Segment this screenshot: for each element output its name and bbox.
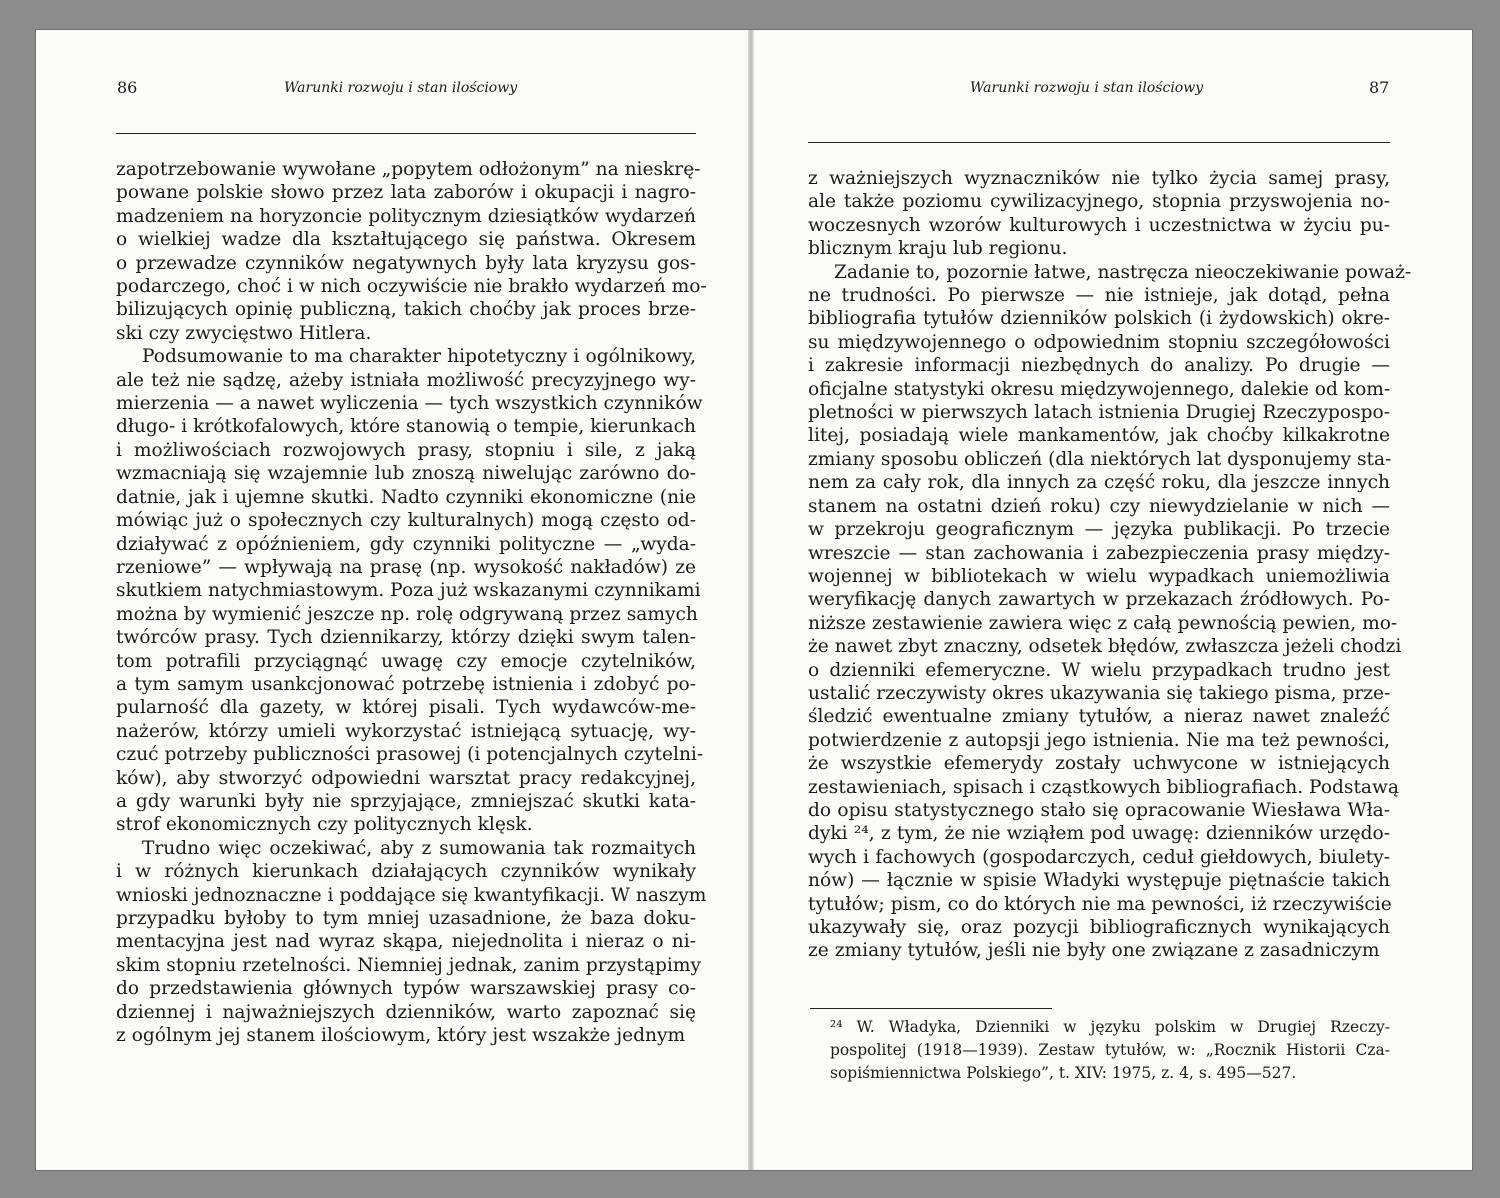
text-line: potwierdzenie z autopsji jego istnienia. Nie ma też pewności, — [808, 729, 1390, 751]
text-line: nów) — łącznie w spisie Władyki występuje piętnaście takich — [808, 870, 1390, 892]
text-line: w przekroju geograficznym — języka publikacji. Po trzecie — [808, 519, 1390, 541]
text-line: zmiany sposobu obliczeń (dla niektórych lat dysponujemy sta- — [808, 448, 1392, 470]
text-line: ski czy zwycięstwo Hitlera. — [116, 322, 372, 344]
text-line: dyki ²⁴, z tym, że nie wziąłem pod uwagę: dzienników urzędo- — [808, 823, 1390, 845]
text-line: nażerów, którzy umieli wykorzystać istniejącą sytuację, wy- — [116, 720, 696, 742]
text-line: z ogólnym jej stanem ilościowym, który jest wszakże jednym — [116, 1025, 686, 1047]
left-header-rule — [116, 133, 696, 134]
text-line: zapotrzebowanie wywołane „popytem odłożonym” na nieskrę- — [116, 159, 701, 180]
text-line: dziennej i najważniejszych dzienników, warto zapoznać się — [116, 1001, 696, 1023]
text-line: twórców prasy. Tych dziennikarzy, którzy dzięki swym talen- — [116, 627, 696, 649]
text-line: a tym samym usankcjonować potrzebę istnienia i zdobyć po- — [116, 673, 696, 695]
text-line: su międzywojennego o odpowiednim stopniu szczegółowości — [808, 331, 1390, 353]
text-line: weryfikację danych zawartych w przekazach źródłowych. Po- — [808, 589, 1390, 611]
text-line: ustalić rzeczywisty okres ukazywania się takiego pisma, prze- — [808, 682, 1391, 704]
text-line: skim stopniu rzetelności. Niemniej jednak, zanim przystąpimy — [116, 954, 702, 976]
footnote — [830, 1016, 1390, 1085]
footnote-line: sopiśmiennictwa Polskiego”, t. XIV: 1975, z. 4, s. 495—527. — [830, 1064, 1297, 1082]
text-line: wzmacniają się wzajemnie lub znoszą niwelując zarówno do- — [116, 463, 696, 485]
text-line: że nawet zbyt znaczny, odsetek błędów, zwłaszcza jeżeli chodzi — [808, 636, 1402, 658]
text-line: niższe zestawienie zawiera więc z całą pewnością pewien, mo- — [808, 612, 1398, 634]
text-line: ze zmiany tytułów, jeśli nie były one związane z zasadniczym — [808, 940, 1380, 962]
text-line: o dzienniki efemeryczne. W wielu przypadkach trudno jest — [808, 659, 1390, 681]
text-line: można by wymienić jeszcze np. rolę odgrywaną przez samych — [116, 603, 698, 625]
text-line: do opisu statystycznego stało się opracowanie Wiesława Wła- — [808, 799, 1390, 821]
text-line: ale także poziomu cywilizacyjnego, stopnia przyswojenia no- — [808, 191, 1390, 213]
right-page-number: 87 — [1369, 78, 1390, 97]
text-line: działywać z opóźnieniem, gdy czynniki polityczne — „wyda- — [116, 533, 696, 555]
text-line: zestawieniach, spisach i cząstkowych bibliografiach. Podstawą — [808, 776, 1400, 798]
text-line: wych i fachowych (gospodarczych, ceduł giełdowych, biulety- — [808, 846, 1390, 868]
text-line: madzeniem na horyzoncie politycznym dziesiątków wydarzeń — [116, 205, 696, 227]
text-line: z ważniejszych wyznaczników nie tylko życia samej prasy, — [808, 168, 1390, 189]
text-line: ale też nie sądzę, ażeby istniała możliwość precyzyjnego wy- — [116, 369, 696, 391]
text-line: ków), aby stworzyć odpowiedni warsztat pracy redakcyjnej, — [116, 767, 696, 789]
text-line: przypadku byłoby to tym mniej uzasadnione, że baza doku- — [116, 908, 696, 929]
text-line: czuć potrzeby publiczności prasowej (i potencjalnych czytelni- — [116, 744, 704, 766]
text-line: o przewadze czynników negatywnych były lata kryzysu gos- — [116, 252, 696, 274]
text-line: litej, posiadają wiele mankamentów, jak choćby kilkakrotne — [808, 425, 1390, 447]
text-line: rzeniowe” — wpływają na prasę (np. wysokość nakładów) ze — [116, 556, 696, 578]
text-line: tytułów; pism, co do których nie ma pewności, iż rzeczywiście — [808, 893, 1392, 915]
left-running-head-title: Warunki rozwoju i stan ilościowy — [284, 80, 518, 96]
text-line: datnie, jak i ujemne skutki. Nadto czynniki ekonomiczne (nie — [116, 486, 696, 508]
text-line: że wszystkie efemerydy zostały uchwycone w istniejących — [808, 753, 1390, 775]
footnote-rule — [810, 1008, 1052, 1009]
text-line: bilizujących opinię publiczną, takich choćby jak proces brze- — [116, 299, 696, 321]
text-line: podarczego, choć i w nich oczywiście nie brakło wydarzeń mo- — [116, 276, 707, 298]
text-line: mierzenia — a nawet wyliczenia — tych wszystkich czynników — [116, 393, 703, 415]
right-body-text — [808, 167, 1412, 963]
text-line: Zadanie to, pozornie łatwe, nastręcza nieoczekiwanie poważ- — [834, 261, 1412, 283]
text-line: mentacyjna jest nad wyraz skąpa, niejednolita i nieraz o ni- — [116, 931, 696, 953]
text-line: blicznym kraju lub regionu. — [808, 238, 1068, 260]
text-line: i możliwościach rozwojowych prasy, stopniu i sile, z jaką — [116, 439, 696, 461]
text-line: Trudno więc oczekiwać, aby z sumowania tak rozmaitych — [142, 837, 696, 859]
left-body-text — [116, 158, 707, 1047]
text-line: pletności w pierwszych latach istnienia Drugiej Rzeczypospo- — [808, 402, 1390, 424]
text-line: wnioski jednoznaczne i poddające się kwantyfikacji. W naszym — [116, 884, 707, 906]
right-header-rule — [808, 142, 1390, 143]
text-line: bibliografia tytułów dzienników polskich (i żydowskich) okre- — [808, 308, 1390, 330]
text-line: wojennej w bibliotekach w wielu wypadkach uniemożliwia — [808, 565, 1390, 587]
text-line: do przedstawienia głównych typów warszawskiej prasy co- — [116, 978, 696, 1000]
book-spine — [748, 30, 754, 1170]
right-running-head-title: Warunki rozwoju i stan ilościowy — [970, 80, 1204, 96]
text-line: skutkiem natychmiastowym. Poza już wskazanymi czynnikami — [116, 580, 701, 602]
text-line: i w różnych kierunkach działających czynników wynikały — [116, 861, 696, 883]
footnote-line: ²⁴ W. Władyka, Dzienniki w języku polskim w Drugiej Rzeczy- — [830, 1018, 1390, 1036]
text-line: tom potrafili przyciągnąć uwagę czy emocje czytelników, — [116, 650, 696, 672]
text-line: ne trudności. Po pierwsze — nie istnieje, jak dotąd, pełna — [808, 285, 1390, 307]
text-line: a gdy warunki były nie sprzyjające, zmniejszać skutki kata- — [116, 790, 696, 812]
text-line: mówiąc już o społecznych czy kulturalnych) mogą często od- — [116, 510, 696, 532]
text-line: strof ekonomicznych czy politycznych klęsk. — [116, 814, 533, 836]
text-line: pularność dla gazety, w której pisali. Tych wydawców-me- — [116, 697, 696, 719]
text-line: woczesnych wzorów kulturowych i uczestnictwa w życiu pu- — [808, 214, 1390, 236]
text-line: stanem na ostatni dzień roku) czy niewydzielanie w nich — — [808, 495, 1390, 517]
text-line: długo- i krótkofalowych, które stanowią o tempie, kierunkach — [116, 416, 696, 438]
text-line: nem za cały rok, dla innych za część roku, dla jeszcze innych — [808, 472, 1390, 494]
text-line: ukazywały się, oraz pozycji bibliograficznych wynikających — [808, 917, 1390, 938]
text-line: i zakresie informacji niezbędnych do analizy. Po drugie — — [808, 355, 1390, 377]
text-line: powane polskie słowo przez lata zaborów i okupacji i nagro- — [116, 182, 696, 204]
text-line: wreszcie — stan zachowania i zabezpieczenia prasy między- — [808, 542, 1390, 564]
text-line: śledzić ewentualne zmiany tytułów, a nieraz nawet znaleźć — [808, 706, 1390, 728]
left-page-number: 86 — [117, 78, 138, 97]
text-line: o wielkiej wadze dla kształtującego się państwa. Okresem — [116, 229, 696, 251]
footnote-line: pospolitej (1918—1939). Zestaw tytułów, w: „Rocznik Historii Cza- — [830, 1041, 1390, 1059]
text-line: oficjalne statystyki okresu międzywojennego, dalekie od kom- — [808, 378, 1391, 400]
text-line: Podsumowanie to ma charakter hipotetyczny i ogólnikowy, — [142, 346, 696, 368]
